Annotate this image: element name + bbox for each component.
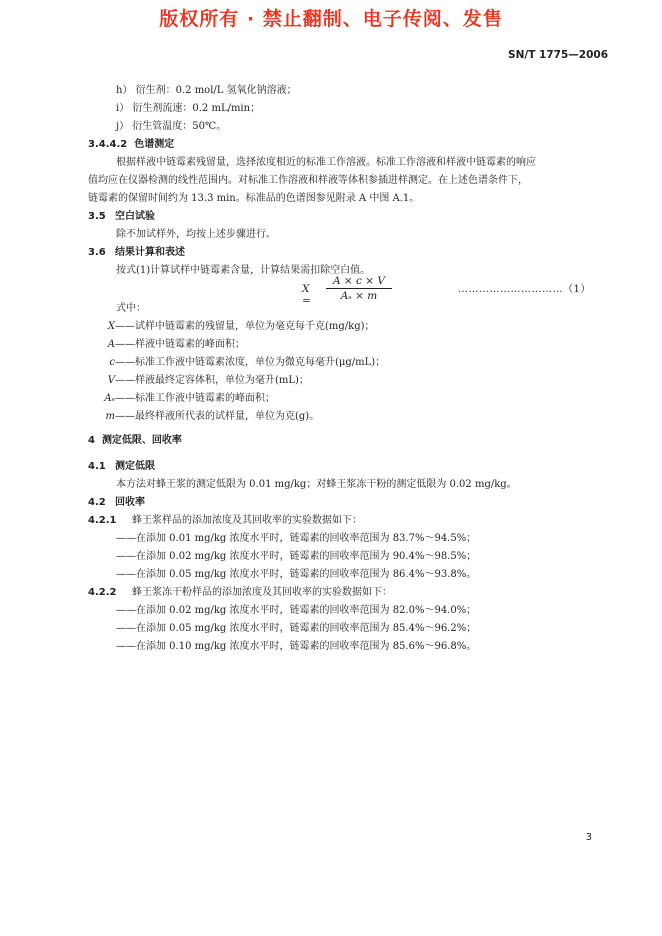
variable-description: ——样液中链霉素的峰面积； [115, 339, 245, 350]
section-text: 蜂王浆冻干粉样品的添加浓度及其回收率的实验数据如下： [132, 587, 392, 598]
variable-definition [88, 338, 245, 351]
variable-description: ——最终样液所代表的试样量，单位为克(g)。 [115, 411, 320, 422]
variable-definition [88, 320, 375, 333]
section-number: 3.5 [88, 211, 106, 222]
standard-code: SN/T 1775—2006 [508, 49, 608, 61]
section-3-6-heading [88, 246, 185, 259]
paragraph-line: 值均应在仪器检测的线性范围内。对标准工作溶液和样液等体积参插进样测定。在上述色谱条件下， [88, 175, 528, 186]
variable-definition [88, 374, 309, 387]
section-3-5-heading [88, 210, 155, 223]
paragraph-line: 除不加试样外，均按上述步骤进行。 [116, 229, 276, 240]
section-number: 3.4.4.2 [88, 139, 128, 150]
variable-description: ——标准工作液中链霉素浓度，单位为微克每毫升(μg/mL)； [115, 357, 386, 368]
section-title: 测定低限、回收率 [101, 435, 182, 446]
recovery-item: ——在添加 0.02 mg/kg 浓度水平时，链霉素的回收率范围为 90.4%～98.5%； [116, 551, 477, 562]
section-4-1-heading [88, 460, 155, 473]
variable-symbol: A [107, 339, 115, 350]
recovery-item: ——在添加 0.02 mg/kg 浓度水平时，链霉素的回收率范围为 82.0%～94.0%； [116, 605, 477, 616]
section-number: 4.2.1 [88, 515, 117, 526]
paragraph-line: 链霉素的保留时间约为 13.3 min。标准品的色谱图参见附录 A 中图 A.1。 [88, 193, 420, 204]
variable-description: ——标准工作液中链霉素的峰面积； [115, 393, 275, 404]
where-label: 式中： [116, 303, 146, 314]
formula-denominator: Aₛ × m [340, 290, 378, 302]
section-number: 4.1 [88, 461, 106, 472]
section-4-heading [88, 434, 182, 447]
section-number: 4.2 [88, 497, 106, 508]
variable-description: ——试样中链霉素的残留量，单位为毫克每千克(mg/kg)； [115, 321, 375, 332]
section-4-2-1 [88, 514, 362, 527]
section-number: 4 [88, 435, 95, 446]
variable-symbol: c [109, 357, 115, 368]
section-title: 结果计算和表述 [115, 247, 185, 258]
section-4-2-heading [88, 496, 145, 509]
section-title: 回收率 [115, 497, 145, 508]
variable-definition [88, 392, 275, 405]
section-number: 4.2.2 [88, 587, 117, 598]
page-number: 3 [585, 832, 592, 843]
variable-definition [88, 410, 319, 423]
section-title: 空白试验 [115, 211, 155, 222]
variable-symbol: X [107, 321, 115, 332]
recovery-item: ——在添加 0.01 mg/kg 浓度水平时，链霉素的回收率范围为 83.7%～94.5%； [116, 533, 477, 544]
recovery-item: ——在添加 0.10 mg/kg 浓度水平时，链霉素的回收率范围为 85.6%～96.8%。 [116, 641, 477, 652]
paragraph-line: 根据样液中链霉素残留量，选择浓度相近的标准工作溶液。标准工作溶液和样液中链霉素的响应 [116, 157, 536, 168]
section-text: 蜂王浆样品的添加浓度及其回收率的实验数据如下： [132, 515, 362, 526]
paragraph-line: 按式(1)计算试样中链霉素含量，计算结果需扣除空白值。 [116, 265, 371, 276]
list-item-h: h） 衍生剂：0.2 mol/L 氢氧化钠溶液； [116, 85, 297, 96]
section-3-4-4-2-heading [88, 138, 174, 151]
list-item-i: i） 衍生剂流速：0.2 mL/min； [116, 103, 261, 114]
section-4-2-2 [88, 586, 392, 599]
list-item-j: j） 衍生管温度：50℃。 [116, 121, 227, 132]
formula-numerator: A × c × V [326, 275, 392, 289]
paragraph-line: 本方法对蜂王浆的测定低限为 0.01 mg/kg；对蜂王浆冻干粉的测定低限为 0.02 mg/kg。 [116, 479, 517, 490]
copyright-watermark: 版权所有 · 禁止翻制、电子传阅、发售 [159, 8, 503, 30]
formula-fraction [326, 275, 392, 302]
section-title: 测定低限 [115, 461, 155, 472]
variable-symbol: Aₛ [104, 393, 115, 404]
formula-lhs: X = [302, 283, 311, 307]
variable-description: ——样液最终定容体积，单位为毫升(mL)； [115, 375, 309, 386]
recovery-item: ——在添加 0.05 mg/kg 浓度水平时，链霉素的回收率范围为 86.4%～93.8%。 [116, 569, 477, 580]
section-title: 色谱测定 [134, 139, 175, 150]
formula-number: …………………………（1） [458, 284, 591, 295]
variable-symbol: m [105, 411, 115, 422]
variable-symbol: V [107, 375, 115, 386]
recovery-item: ——在添加 0.05 mg/kg 浓度水平时，链霉素的回收率范围为 85.4%～96.2%； [116, 623, 477, 634]
variable-definition [88, 356, 385, 369]
section-number: 3.6 [88, 247, 106, 258]
